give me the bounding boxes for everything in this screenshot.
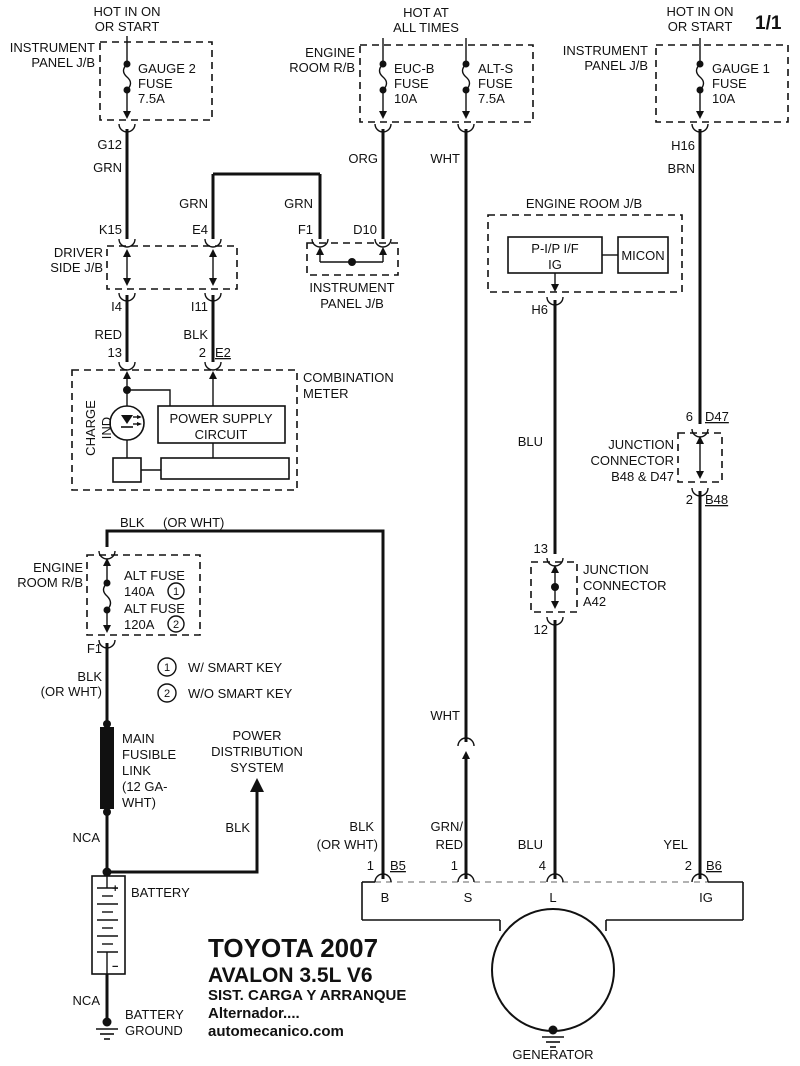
wire-color: BLK	[183, 327, 208, 342]
fuse-label: ALT-S	[478, 61, 514, 76]
wire-color: RED	[435, 837, 463, 852]
ip-jb-label: PANEL J/B	[320, 296, 384, 311]
connector-id: B48	[705, 492, 729, 507]
driver-side-jb-label: SIDE J/B	[50, 260, 103, 275]
note-mark: 2	[163, 688, 171, 700]
engine-room-rb-label: ENGINE	[33, 560, 83, 575]
terminal-b: B	[380, 890, 390, 905]
connector-arc	[119, 362, 135, 370]
driver-side-jb-label: DRIVER	[53, 245, 103, 260]
wire-color: (OR WHT)	[163, 515, 225, 530]
fusible-link-label: FUSIBLE	[122, 747, 177, 762]
wht-branch	[430, 129, 474, 879]
jc-b48-label: B48 & D47	[611, 469, 674, 484]
title-website: automecanico.com	[208, 1023, 344, 1040]
power-supply-label: CIRCUIT	[194, 427, 248, 442]
wire-color: WHT	[430, 708, 460, 723]
fusible-link-label: MAIN	[122, 731, 155, 746]
pin-id: F1	[86, 641, 102, 656]
battery-minus: −	[112, 961, 119, 973]
power-rail-left	[10, 4, 212, 132]
charge-ind-label: IND	[99, 416, 114, 440]
wire-color: (OR WHT)	[40, 684, 102, 699]
main-fusible-link-icon	[100, 727, 114, 809]
wire-color: BLK	[349, 819, 374, 834]
fuse-icon	[463, 64, 470, 90]
fuse-label: 10A	[394, 91, 418, 106]
fuse-label: ALT FUSE	[124, 601, 185, 616]
rail-label: HOT IN ON	[93, 4, 161, 19]
wire-color: NCA	[72, 830, 100, 845]
wire-color: BLK	[225, 820, 250, 835]
connector-id: B5	[390, 858, 406, 873]
rail-label: ALL TIMES	[393, 20, 459, 35]
combination-meter	[72, 370, 394, 490]
brn-yel-branch	[590, 129, 728, 879]
generator-label: GENERATOR	[512, 1047, 594, 1061]
smart-key-note: W/O SMART KEY	[188, 686, 293, 701]
jc-a42-label: JUNCTION	[583, 562, 649, 577]
pin-id: I4	[111, 299, 122, 314]
generator-circle	[492, 909, 614, 1031]
pin-id: H6	[531, 302, 548, 317]
jc-a42-label: A42	[583, 594, 607, 609]
pin-number: 6	[685, 409, 693, 424]
note-mark: 2	[172, 619, 180, 631]
wire-color: BRN	[667, 161, 695, 176]
connector-id: D47	[705, 409, 729, 424]
battery	[73, 876, 191, 1039]
fusible-link-label: WHT)	[122, 795, 156, 810]
wire-color: YEL	[663, 837, 688, 852]
fuse-label: 7.5A	[138, 91, 165, 106]
pin-id: E4	[192, 222, 208, 237]
engine-room-rb-label: ROOM R/B	[17, 575, 83, 590]
fuse-label: 140A	[124, 584, 155, 599]
terminal-l: L	[549, 890, 557, 905]
engine-room-jb-title: ENGINE ROOM J/B	[525, 196, 643, 211]
power-supply-label: POWER SUPPLY	[169, 411, 273, 426]
battery-label: BATTERY	[131, 885, 190, 900]
fuse-label: 120A	[124, 617, 155, 632]
sheet-number: 1/1	[755, 13, 782, 34]
pin-number: 2	[684, 858, 692, 873]
junction-block-label: PANEL J/B	[584, 58, 648, 73]
fuse-label: ALT FUSE	[124, 568, 185, 583]
wire-color: BLK	[77, 669, 102, 684]
wire-color: GRN/	[430, 819, 463, 834]
wire-color: NCA	[72, 993, 100, 1008]
pip-if-label: IG	[548, 257, 562, 272]
battery-plus: +	[112, 883, 119, 895]
note-mark: 1	[172, 586, 180, 598]
battery-outline	[92, 876, 125, 974]
charge-ind-label: CHARGE	[83, 400, 98, 456]
terminal-ig: IG	[699, 890, 713, 905]
power-distribution-label: POWER	[232, 728, 282, 743]
wire-color: RED	[94, 327, 122, 342]
title-subsystem: Alternador....	[208, 1005, 300, 1022]
fuse-icon	[104, 583, 111, 610]
meter-block	[113, 458, 141, 482]
pin-id: D10	[353, 222, 377, 237]
pin-id: F1	[297, 222, 313, 237]
power-rail-center	[289, 5, 533, 132]
fuse-label: EUC-B	[394, 61, 435, 76]
pin-number: 2	[198, 345, 206, 360]
wire-color: (OR WHT)	[316, 837, 378, 852]
junction-block-label: INSTRUMENT	[562, 43, 648, 58]
fuse-icon	[124, 64, 131, 90]
pip-if-label: P-I/P I/F	[531, 241, 579, 256]
fuse-icon	[697, 64, 704, 90]
battery-ground-label: GROUND	[125, 1023, 183, 1038]
pin-number: 13	[533, 541, 548, 556]
connector-id: E2	[215, 345, 231, 360]
instrument-panel-jb	[284, 129, 460, 311]
engine-room-jb	[488, 196, 682, 317]
rail-label: OR START	[667, 19, 733, 34]
wire-color: BLU	[517, 434, 543, 449]
pin-number: 2	[685, 492, 693, 507]
title-block	[208, 933, 406, 1040]
blu-branch	[518, 300, 667, 879]
combination-meter-label: COMBINATION	[303, 370, 394, 385]
meter-block	[161, 458, 289, 479]
wire-color: GRN	[93, 160, 122, 175]
wire-color: WHT	[430, 151, 460, 166]
junction-block-label: ROOM R/B	[289, 60, 355, 75]
jc-b48-label: JUNCTION	[608, 437, 674, 452]
pin-number: 4	[538, 858, 546, 873]
wire-color: BLU	[517, 837, 543, 852]
rail-label: HOT IN ON	[666, 4, 734, 19]
title-system: SIST. CARGA Y ARRANQUE	[208, 987, 407, 1004]
jc-b48-label: CONNECTOR	[590, 453, 674, 468]
wire-color: GRN	[179, 196, 208, 211]
pin-number: 12	[533, 622, 548, 637]
power-rail-right	[563, 4, 788, 132]
pin-id: I11	[190, 299, 208, 314]
ip-jb-label: INSTRUMENT	[309, 280, 395, 295]
fuse-label: FUSE	[394, 76, 429, 91]
fuse-label: 10A	[712, 91, 736, 106]
fuse-label: GAUGE 2	[138, 61, 196, 76]
left-branch	[50, 129, 320, 370]
smart-key-note: W/ SMART KEY	[188, 660, 283, 675]
fuse-label: GAUGE 1	[712, 61, 770, 76]
jc-a42-label: CONNECTOR	[583, 578, 667, 593]
micon-label: MICON	[621, 248, 665, 263]
fuse-label: 7.5A	[478, 91, 505, 106]
title-make-year: TOYOTA 2007	[208, 933, 379, 963]
fuse-label: FUSE	[712, 76, 747, 91]
wire-color: ORG	[348, 151, 378, 166]
junction-block-label: ENGINE	[305, 45, 355, 60]
charging-main-line	[17, 515, 383, 879]
junction-block-label: INSTRUMENT	[9, 40, 95, 55]
rail-label: OR START	[94, 19, 160, 34]
wire-color: BLK	[120, 515, 145, 530]
generator	[317, 819, 743, 1061]
pin-number: 1	[450, 858, 458, 873]
fusible-link-label: LINK	[122, 763, 151, 778]
power-distribution-label: DISTRIBUTION	[211, 744, 303, 759]
pin-number: 13	[107, 345, 122, 360]
rail-label: HOT AT	[403, 5, 449, 20]
pin-id: K15	[98, 222, 122, 237]
fuse-icon	[380, 64, 387, 90]
junction-block-label: PANEL J/B	[31, 55, 95, 70]
wire-color: GRN	[284, 196, 313, 211]
connector-id: B6	[706, 858, 722, 873]
fuse-label: FUSE	[138, 76, 173, 91]
connector-id: G12	[97, 137, 122, 152]
combination-meter-label: METER	[303, 386, 349, 401]
terminal-s: S	[463, 890, 473, 905]
note-mark: 1	[163, 662, 171, 674]
connector-arc	[205, 362, 221, 370]
fusible-link-label: (12 GA-	[122, 779, 168, 794]
connector-id: H16	[671, 138, 695, 153]
battery-ground-label: BATTERY	[125, 1007, 184, 1022]
title-model: AVALON 3.5L V6	[208, 964, 373, 987]
fuse-label: FUSE	[478, 76, 513, 91]
pin-number: 1	[366, 858, 374, 873]
power-distribution-label: SYSTEM	[230, 760, 284, 775]
